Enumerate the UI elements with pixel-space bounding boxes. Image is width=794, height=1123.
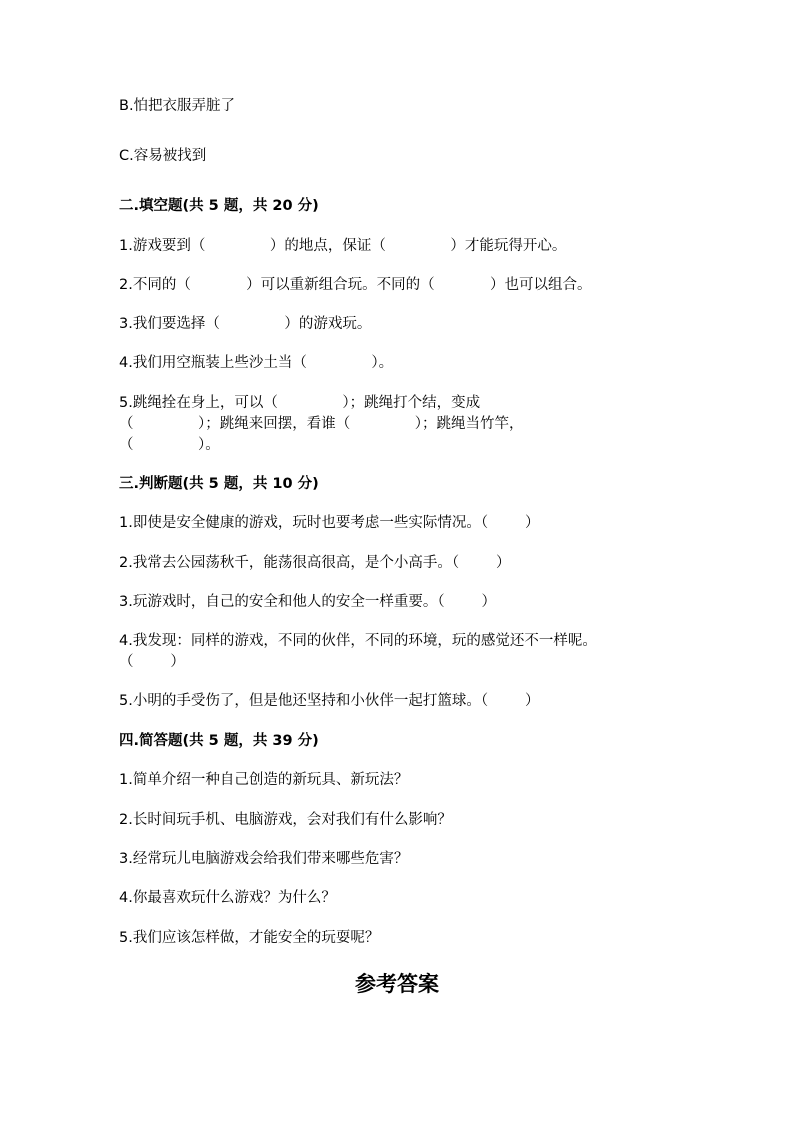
fill-question-5-line2: （ ）；跳绳来回摆，看谁（ ）；跳绳当竹竿， bbox=[119, 416, 524, 432]
option-b: B.怕把衣服弄脏了 bbox=[119, 98, 236, 114]
section4-heading: 四.简答题(共 5 题，共 39 分) bbox=[119, 733, 319, 749]
section2-heading: 二.填空题(共 5 题，共 20 分) bbox=[119, 198, 319, 214]
judge-question-4-line1: 4.我发现：同样的游戏，不同的伙伴，不同的环境，玩的感觉还不一样呢。 bbox=[119, 633, 597, 649]
fill-question-5-line3: （ ）。 bbox=[119, 437, 220, 453]
section3-heading: 三.判断题(共 5 题，共 10 分) bbox=[119, 476, 319, 492]
judge-question-3: 3.玩游戏时，自己的安全和他人的安全一样重要。（ ） bbox=[119, 594, 496, 610]
judge-question-2: 2.我常去公园荡秋千，能荡很高很高，是个小高手。（ ） bbox=[119, 555, 511, 571]
judge-question-4-line2: （ ） bbox=[119, 654, 185, 670]
short-question-2: 2.长时间玩手机、电脑游戏，会对我们有什么影响？ bbox=[119, 812, 452, 828]
short-question-5: 5.我们应该怎样做，才能安全的玩耍呢？ bbox=[119, 930, 380, 946]
fill-question-3: 3.我们要选择（ ）的游戏玩。 bbox=[119, 316, 372, 332]
short-question-1: 1.简单介绍一种自己创造的新玩具、新玩法？ bbox=[119, 772, 409, 788]
option-c: C.容易被找到 bbox=[119, 148, 207, 164]
judge-question-5: 5.小明的手受伤了，但是他还坚持和小伙伴一起打篮球。（ ） bbox=[119, 693, 540, 709]
fill-question-1: 1.游戏要到（ ）的地点，保证（ ）才能玩得开心。 bbox=[119, 238, 567, 254]
fill-question-2: 2.不同的（ ）可以重新组合玩。不同的（ ）也可以组合。 bbox=[119, 277, 592, 293]
short-question-4: 4.你最喜欢玩什么游戏？为什么？ bbox=[119, 890, 336, 906]
judge-question-1: 1.即使是安全健康的游戏，玩时也要考虑一些实际情况。（ ） bbox=[119, 515, 540, 531]
answers-title: 参考答案 bbox=[355, 971, 439, 996]
short-question-3: 3.经常玩儿电脑游戏会给我们带来哪些危害？ bbox=[119, 851, 409, 867]
fill-question-5-line1: 5.跳绳拴在身上，可以（ ）；跳绳打个结，变成 bbox=[119, 395, 481, 411]
fill-question-4: 4.我们用空瓶装上些沙土当（ ）。 bbox=[119, 355, 394, 371]
